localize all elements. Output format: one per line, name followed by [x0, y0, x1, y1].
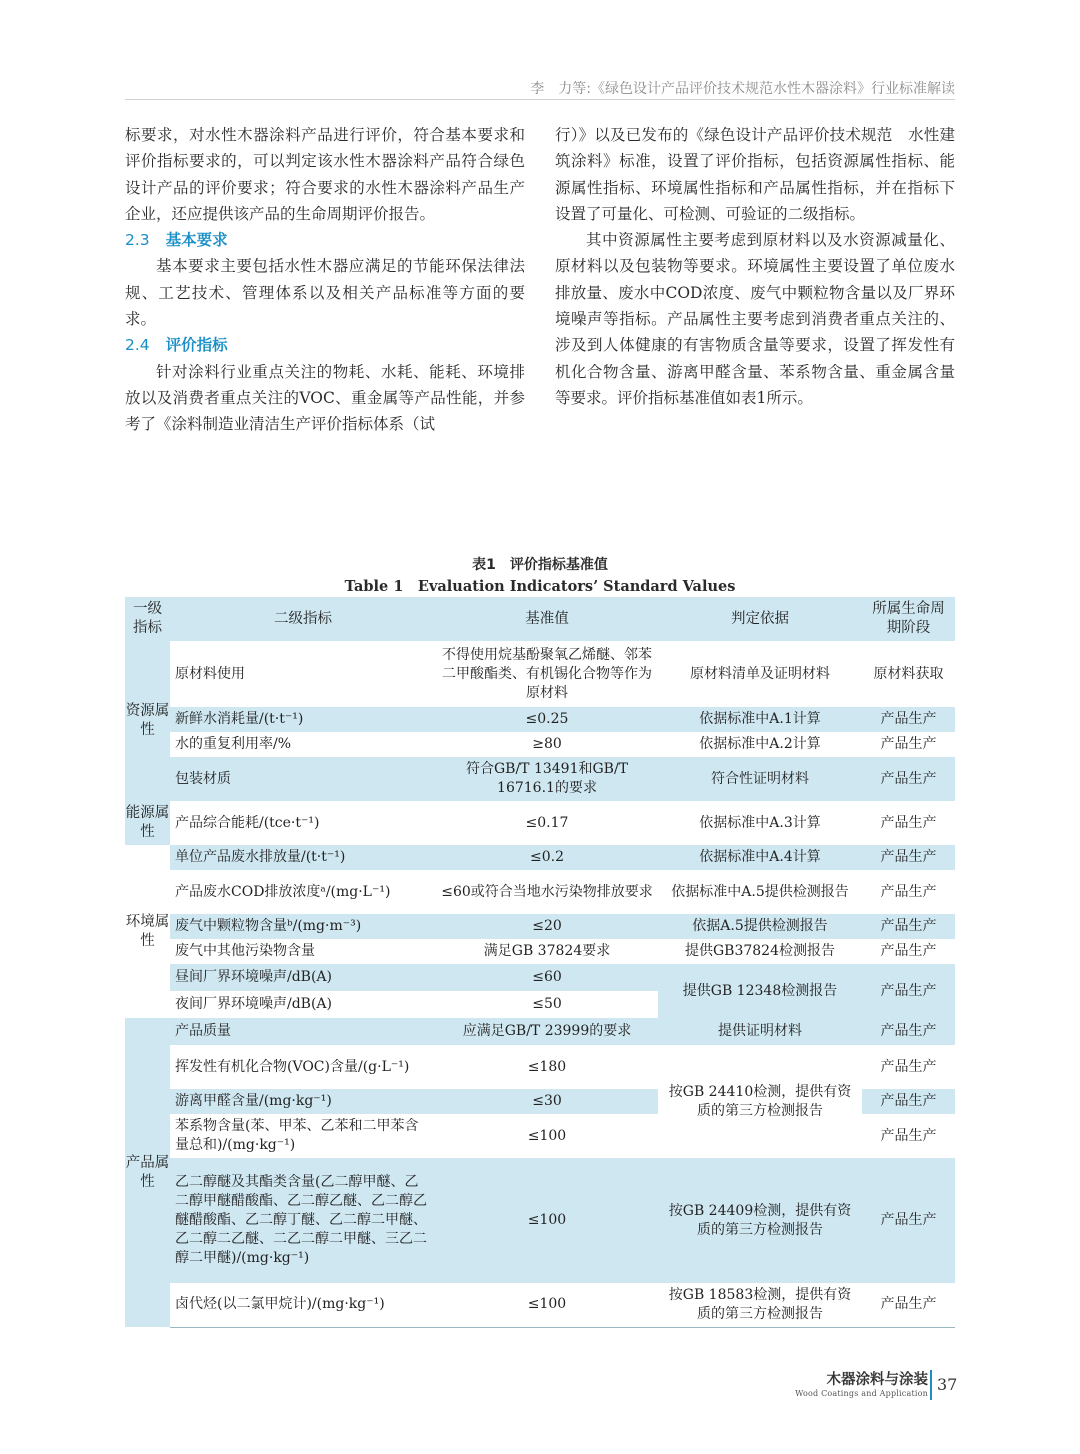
col-header-level1: 一级指标	[125, 597, 170, 641]
category-energy: 能源属性	[125, 801, 170, 845]
basis-cell: 提供证明材料	[658, 1018, 862, 1045]
journal-title: 木器涂料与涂装	[826, 1372, 928, 1388]
paragraph: 行）》以及已发布的《绿色设计产品评价技术规范 水性建筑涂料》标准，设置了评价指标，包括资源属性指标、能源属性指标、环境属性指标和产品属性指标，并在指标下设置了可量化、可检测、可验证的二级指标。	[555, 126, 955, 223]
table-row	[125, 707, 955, 732]
value-cell: 符合GB/T 13491和GB/T 16716.1的要求	[436, 757, 658, 801]
section-title: 评价指标	[165, 336, 228, 355]
stage-cell: 产品生产	[862, 845, 955, 870]
indicator-cell: 苯系物含量(苯、甲苯、乙苯和二甲苯含量总和)/(mg·kg⁻¹)	[175, 1118, 419, 1153]
category-environment: 环境属性	[125, 845, 170, 1018]
table-caption-zh: 表1 评价指标基准值	[472, 557, 608, 573]
table-header-row	[125, 597, 955, 641]
indicator-cell: 原材料使用	[175, 665, 245, 682]
basis-cell: 提供GB37824检测报告	[684, 943, 835, 959]
value-cell: 不得使用烷基酚聚氧乙烯醚、邻苯二甲酸酯类、有机锡化合物等作为原材料	[442, 646, 652, 701]
stage-cell: 产品生产	[880, 736, 937, 752]
basis-cell: 提供GB 12348检测报告	[658, 964, 862, 1018]
value-cell: ≤100	[436, 1158, 658, 1283]
indicator-cell: 废气中颗粒物含量ᵇ/(mg·m⁻³)	[170, 914, 436, 939]
basis-cell: 依据标准中A.5提供检测报告	[671, 883, 849, 900]
evaluation-indicator-table	[125, 597, 955, 1328]
footer-divider	[930, 1370, 932, 1400]
stage-cell: 产品生产	[862, 1158, 955, 1283]
table-row	[125, 732, 955, 757]
value-cell: ≤20	[436, 914, 658, 939]
table-row	[125, 757, 955, 801]
table-row	[125, 870, 955, 914]
indicator-cell: 昼间厂界环境噪声/dB(A)	[170, 964, 436, 991]
value-cell: ≤100	[527, 1127, 567, 1144]
stage-cell: 产品生产	[862, 1018, 955, 1045]
table-row	[125, 914, 955, 939]
stage-cell: 产品生产	[880, 814, 937, 831]
value-cell: 应满足GB/T 23999的要求	[436, 1018, 658, 1045]
value-cell: ≤30	[436, 1089, 658, 1114]
col-header-level2: 二级指标	[170, 597, 436, 641]
header-rule	[125, 99, 955, 100]
indicator-cell: 游离甲醛含量/(mg·kg⁻¹)	[170, 1089, 436, 1114]
indicator-cell: 单位产品废水排放量/(t·t⁻¹)	[170, 845, 436, 870]
table-row	[125, 845, 955, 870]
table-row	[125, 1158, 955, 1283]
stage-cell: 产品生产	[862, 1283, 955, 1327]
stage-cell: 产品生产	[880, 943, 937, 959]
value-cell: ≤180	[527, 1058, 567, 1075]
indicator-cell: 乙二醇醚及其酯类含量(乙二醇甲醚、乙二醇甲醚醋酸酯、乙二醇乙醚、乙二醇乙醚醋酸酯、乙二醇丁醚、乙二醇二甲醚、乙二醇二乙醚、二乙二醇二甲醚、三乙二醇二甲醚)/(mg·kg⁻¹)	[170, 1158, 436, 1283]
basis-cell: 依据标准中A.4计算	[658, 845, 862, 870]
paragraph: 其中资源属性主要考虑到原材料以及水资源减量化、原材料以及包装物等要求。环境属性主要设置了单位废水排放量、废水中COD浓度、废气中颗粒物含量以及厂界环境噪声等指标。产品属性主要考虑到消费者重点关注的、涉及到人体健康的有害物质含量等要求，设置了挥发性有机化合物含量、游离甲醛含量、苯系物含量、重金属含量等要求。评价指标基准值如表1所示。	[555, 231, 955, 407]
col-header-basis: 判定依据	[658, 597, 862, 641]
paragraph: 标要求，对水性木器涂料产品进行评价，符合基本要求和评价指标要求的，可以判定该水性木器涂料产品符合绿色设计产品的评价要求；符合要求的水性木器涂料产品生产企业，还应提供该产品的生命周期评价报告。	[125, 126, 525, 223]
value-cell: ≤60或符合当地水污染物排放要求	[441, 883, 653, 900]
stage-cell: 产品生产	[862, 707, 955, 732]
table-row	[125, 964, 955, 991]
basis-cell: 按GB 18583检测，提供有资质的第三方检测报告	[658, 1283, 862, 1327]
indicator-cell: 产品废水COD排放浓度ᵃ/(mg·L⁻¹)	[175, 883, 391, 900]
running-head: 李 力等:《绿色设计产品评价技术规范水性木器涂料》行业标准解读	[530, 81, 955, 97]
value-cell: ≤100	[436, 1283, 658, 1327]
indicator-cell: 新鲜水消耗量/(t·t⁻¹)	[170, 707, 436, 732]
table-row	[125, 1283, 955, 1327]
stage-cell: 产品生产	[880, 1058, 937, 1075]
value-cell: 满足GB 37824要求	[483, 943, 611, 959]
table-row	[125, 641, 955, 707]
stage-cell: 产品生产	[862, 757, 955, 801]
basis-cell: 依据A.5提供检测报告	[658, 914, 862, 939]
paragraph: 基本要求主要包括水性木器应满足的节能环保法律法规、工艺技术、管理体系以及相关产品标准等方面的要求。	[125, 257, 525, 329]
basis-cell: 符合性证明材料	[658, 757, 862, 801]
basis-cell: 依据标准中A.2计算	[699, 736, 821, 752]
table-row	[125, 1018, 955, 1045]
right-column	[555, 122, 955, 411]
basis-cell: 依据标准中A.3计算	[699, 814, 821, 831]
value-cell: ≤0.2	[436, 845, 658, 870]
journal-title-en: Wood Coatings and Application	[795, 1389, 928, 1398]
stage-cell: 产品生产	[862, 964, 955, 1018]
stage-cell: 产品生产	[880, 883, 937, 900]
table-row	[125, 801, 955, 845]
stage-cell: 产品生产	[862, 1089, 955, 1114]
left-column	[125, 122, 525, 438]
indicator-cell: 挥发性有机化合物(VOC)含量/(g·L⁻¹)	[175, 1058, 410, 1075]
col-header-stage: 所属生命周期阶段	[862, 597, 955, 641]
category-resource: 资源属性	[125, 641, 170, 801]
section-heading-2-4	[125, 332, 525, 358]
paragraph: 针对涂料行业重点关注的物耗、水耗、能耗、环境排放以及消费者重点关注的VOC、重金属等产品性能，并参考了《涂料制造业清洁生产评价指标体系（试	[125, 362, 525, 434]
indicator-cell: 产品综合能耗/(tce·t⁻¹)	[175, 814, 320, 831]
indicator-cell: 卤代烃(以二氯甲烷计)/(mg·kg⁻¹)	[170, 1283, 436, 1327]
indicator-cell: 夜间厂界环境噪声/dB(A)	[175, 996, 333, 1012]
basis-cell: 原材料清单及证明材料	[690, 665, 830, 682]
stage-cell: 产品生产	[862, 914, 955, 939]
value-cell: ≤0.25	[436, 707, 658, 732]
stage-cell: 原材料获取	[873, 665, 944, 682]
indicator-cell: 废气中其他污染物含量	[175, 943, 315, 959]
value-cell: ≤60	[436, 964, 658, 991]
basis-cell: 按GB 24410检测，提供有资质的第三方检测报告	[658, 1045, 862, 1158]
value-cell: ≥80	[532, 736, 562, 752]
table-row	[125, 939, 955, 964]
section-title: 基本要求	[165, 231, 228, 250]
category-product: 产品属性	[125, 1018, 170, 1327]
basis-cell: 按GB 24409检测，提供有资质的第三方检测报告	[658, 1158, 862, 1283]
page-number: 37	[937, 1375, 958, 1394]
value-cell: ≤50	[532, 996, 562, 1012]
col-header-value: 基准值	[436, 597, 658, 641]
indicator-cell: 产品质量	[170, 1018, 436, 1045]
value-cell: ≤0.17	[525, 814, 569, 831]
section-number: 2.3	[125, 231, 150, 250]
stage-cell: 产品生产	[880, 1127, 937, 1144]
table-row	[125, 1045, 955, 1089]
section-heading-2-3	[125, 227, 525, 253]
indicator-cell: 水的重复利用率/%	[175, 736, 292, 752]
basis-cell: 依据标准中A.1计算	[658, 707, 862, 732]
section-number: 2.4	[125, 336, 150, 355]
table-caption-en: Table 1 Evaluation Indicators’ Standard Values	[344, 578, 736, 595]
indicator-cell: 包装材质	[170, 757, 436, 801]
